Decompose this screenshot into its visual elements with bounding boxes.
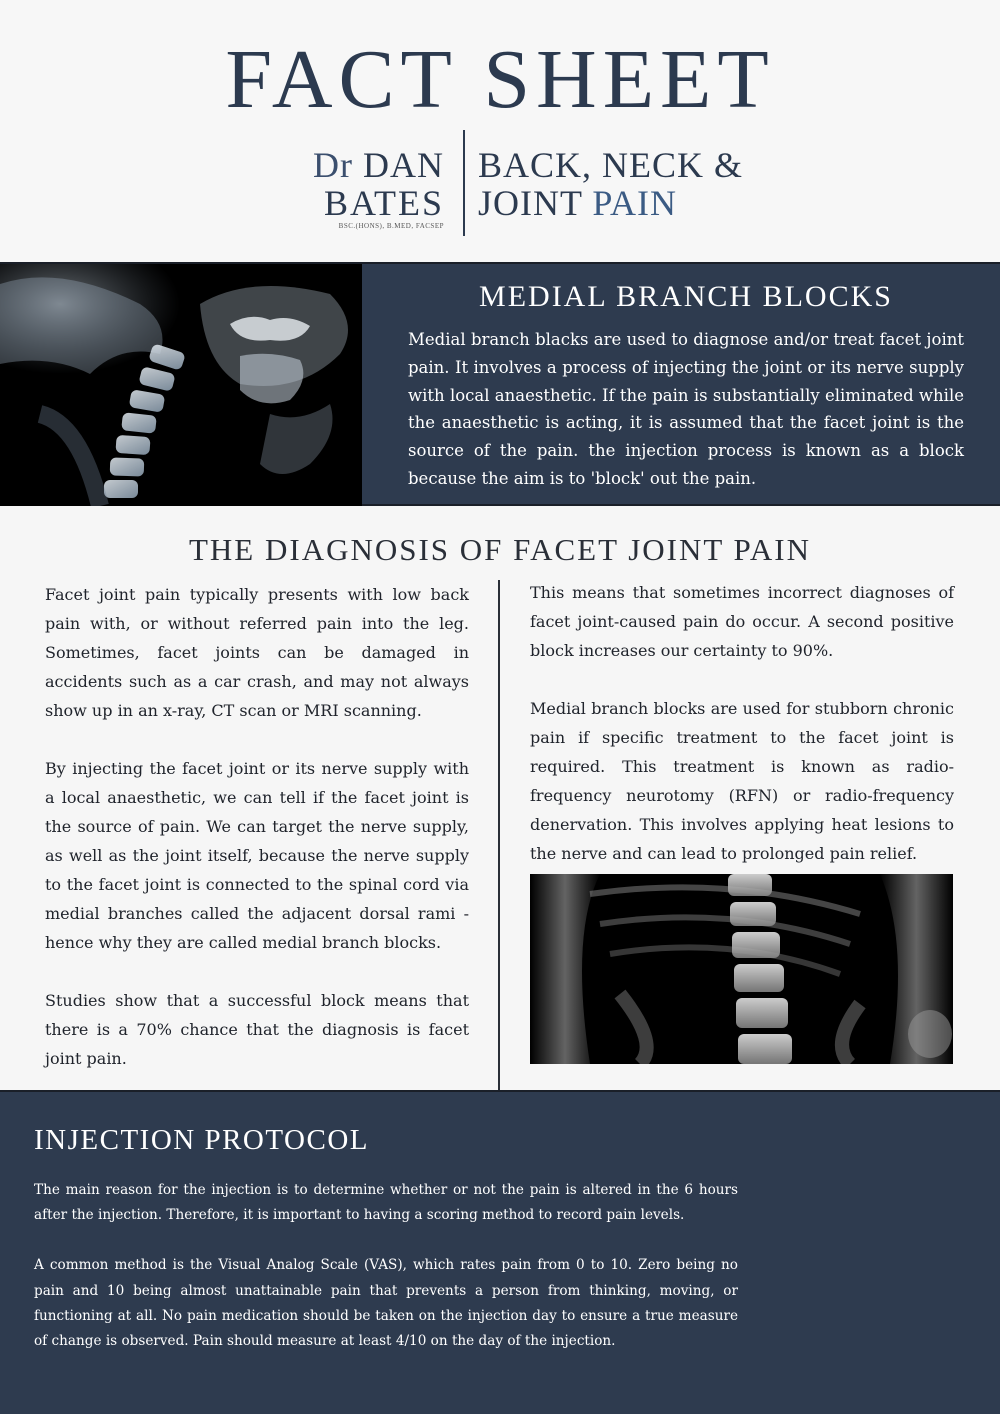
injection-paragraph: A common method is the Visual Analog Scale (VAS), which rates pain from 0 to 10. Zero being no pain and 10 being almost unattainable pain that prevents a person from thinking, moving, or functioning at all. No pain medication should be taken on the injection day to ensure a true measure of change is observed. Pain should measure at least 4/10 on the day of the injection. bbox=[34, 1257, 738, 1350]
tagline-block bbox=[478, 146, 743, 222]
tagline-joint: JOINT bbox=[478, 183, 583, 223]
injection-protocol-title: INJECTION PROTOCOL bbox=[34, 1124, 369, 1156]
injection-paragraph: The main reason for the injection is to determine whether or not the pain is altered in the 6 hours after the injection. Therefore, it is important to having a scoring method to record pain levels. bbox=[34, 1182, 738, 1224]
medial-branch-title: MEDIAL BRANCH BLOCKS bbox=[479, 280, 893, 313]
page-title: FACT SHEET bbox=[225, 33, 775, 126]
injection-protocol-band bbox=[0, 1090, 1000, 1414]
diagnosis-paragraph: Medial branch blocks are used for stubborn chronic pain if specific treatment to the facet joint is required. This treatment is known as radio-frequency neurotomy (RFN) or radio-frequency denervation. This involves applying heat lesions to the nerve and can lead to prolonged pain relief. bbox=[530, 699, 954, 863]
spine-xray-image bbox=[530, 874, 953, 1064]
spine-xray-graphic bbox=[530, 874, 953, 1064]
column-divider bbox=[498, 580, 500, 1092]
diagnosis-title: THE DIAGNOSIS OF FACET JOINT PAIN bbox=[188, 532, 812, 567]
medial-branch-text: Medial branch blacks are used to diagnose and/or treat facet joint pain. It involves a process of injecting the joint or its nerve supply with local anaesthetic. If the pain is substantially eliminated while the anaesthetic is acting, it is assumed that the facet joint is the source of the pain. the injection process is known as a block because the aim is to 'block' out the pain. bbox=[408, 330, 964, 488]
diagnosis-right-column bbox=[530, 578, 954, 897]
neck-xray-image bbox=[0, 264, 362, 506]
diagnosis-left-column bbox=[45, 580, 469, 1102]
tagline-pain: PAIN bbox=[592, 183, 678, 223]
diagnosis-paragraph: Studies show that a successful block means that there is a 70% chance that the diagnosis is facet joint pain. bbox=[45, 991, 469, 1068]
doctor-credentials: BSC.(HONS), B.MED, FACSEP bbox=[338, 222, 444, 230]
neck-xray-graphic bbox=[0, 264, 362, 506]
injection-protocol-text bbox=[34, 1178, 738, 1379]
doctor-last-name: BATES bbox=[323, 183, 444, 223]
doctor-prefix: Dr bbox=[313, 145, 353, 185]
diagnosis-paragraph: Facet joint pain typically presents with low back pain with, or without referred pain into the leg. Sometimes, facet joints can be damaged in accidents such as a car crash, and may not always show up in an x-ray, CT scan or MRI scanning. bbox=[45, 585, 469, 720]
tagline-line-1: BACK, NECK & bbox=[478, 145, 744, 185]
medial-branch-band bbox=[0, 262, 1000, 506]
header bbox=[0, 0, 1000, 262]
diagnosis-paragraph: This means that sometimes incorrect diagnoses of facet joint-caused pain do occur. A second positive block increases our certainty to 90%. bbox=[530, 583, 954, 660]
diagnosis-paragraph: By injecting the facet joint or its nerve supply with a local anaesthetic, we can tell if the facet joint is the source of pain. We can target the nerve supply, as well as the joint itself, because the nerve supply to the facet joint is connected to the spinal cord via medial branches called the adjacent dorsal rami - hence why they are called medial branch blocks. bbox=[45, 759, 469, 952]
brand-divider bbox=[463, 130, 465, 236]
doctor-name-block bbox=[313, 146, 444, 230]
doctor-first-name: DAN bbox=[363, 145, 444, 185]
